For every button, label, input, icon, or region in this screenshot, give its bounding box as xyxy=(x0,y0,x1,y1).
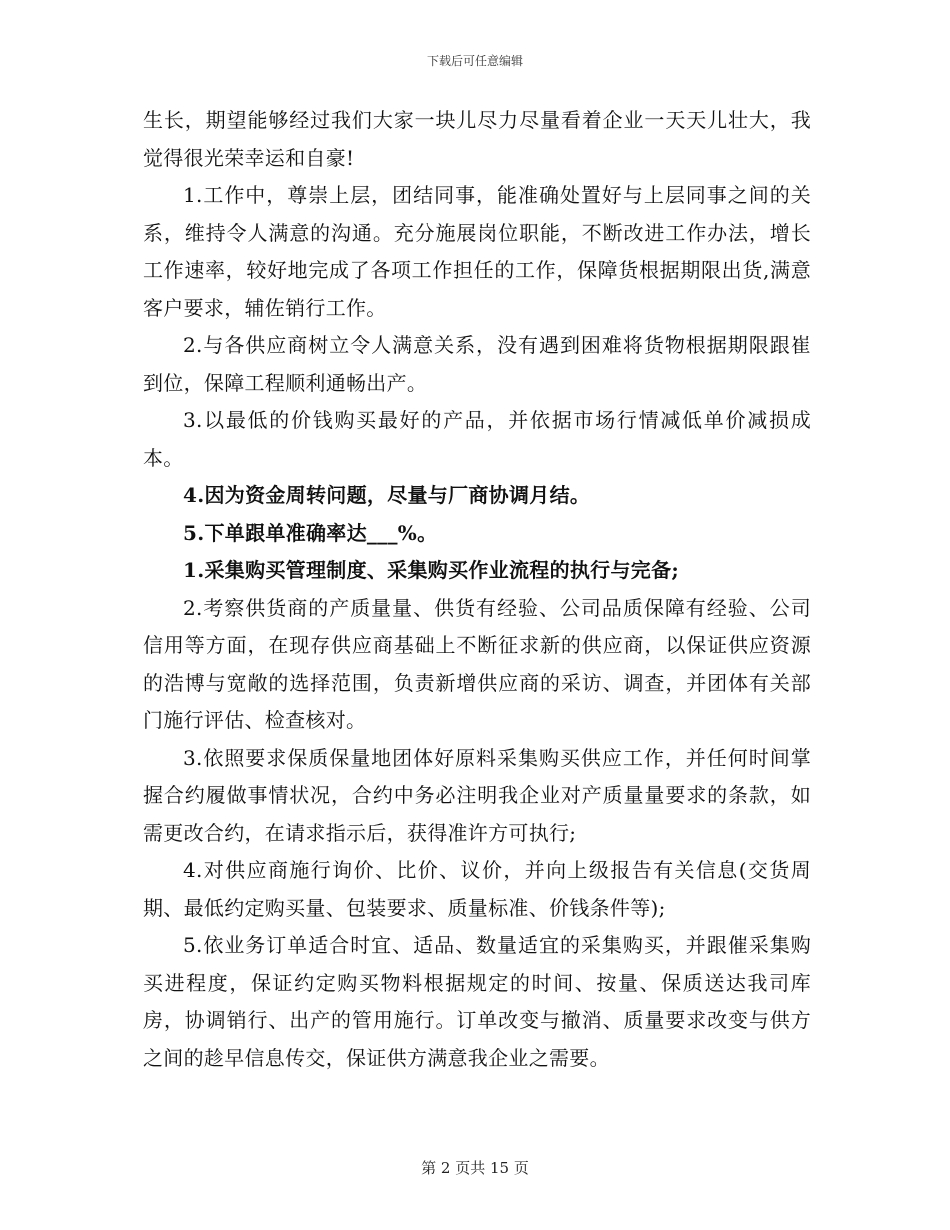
paragraph-item: 3.以最低的价钱购买最好的产品，并依据市场行情减低单价减损成本。 xyxy=(143,408,811,470)
paragraph-item: 1.工作中，尊崇上层，团结同事，能准确处置好与上层同事之间的关系，维持令人满意的沟通。充分施展岗位职能，不断改进工作办法，增长工作速率，较好地完成了各项工作担任的工作，保障货根据期限出货,满意客户要求，辅佐销行工作。 xyxy=(143,183,811,320)
paragraph-intro: 生长，期望能够经过我们大家一块儿尽力尽量看着企业一天天儿壮大，我觉得很光荣幸运和自豪! xyxy=(143,108,811,170)
paragraph-item-bold: 5.下单跟单准确率达___%。 xyxy=(183,520,438,545)
paragraph-item-bold: 1.采集购买管理制度、采集购买作业流程的执行与完备; xyxy=(183,558,680,582)
paragraph-item: 2.与各供应商树立令人满意关系，没有遇到困难将货物根据期限跟崔到位，保障工程顺利通畅出产。 xyxy=(143,333,811,395)
paragraph-item: 3.依照要求保质保量地团体好原料采集购买供应工作，并任何时间掌握合约履做事情状况，合约中务必注明我企业对产质量量要求的条款，如需更改合约，在请求指示后，获得准许方可执行; xyxy=(143,745,811,845)
paragraph-item: 5.依业务订单适合时宜、适品、数量适宜的采集购买，并跟催采集购买进程度，保证约定购买物料根据规定的时间、按量、保质送达我司库房，协调销行、出产的管用施行。订单改变与撤消、质量要求改变与供方之间的趁早信息传交，保证供方满意我企业之需要。 xyxy=(143,933,811,1070)
page-footer: 第 2 页共 15 页 xyxy=(421,1159,529,1177)
paragraph-item: 2.考察供货商的产质量量、供货有经验、公司品质保障有经验、公司信用等方面，在现存供应商基础上不断征求新的供应商，以保证供应资源的浩博与宽敞的选择范围，负责新增供应商的采访、调查，并团体有关部门施行评估、检查核对。 xyxy=(143,595,811,732)
page-header: 下载后可任意编辑 xyxy=(426,54,523,68)
document-body xyxy=(143,102,811,1077)
paragraph-item: 4.对供应商施行询价、比价、议价，并向上级报告有关信息(交货周期、最低约定购买量、包装要求、质量标准、价钱条件等); xyxy=(143,858,811,920)
paragraph-item-bold: 4.因为资金周转问题，尽量与厂商协调月结。 xyxy=(183,483,591,507)
